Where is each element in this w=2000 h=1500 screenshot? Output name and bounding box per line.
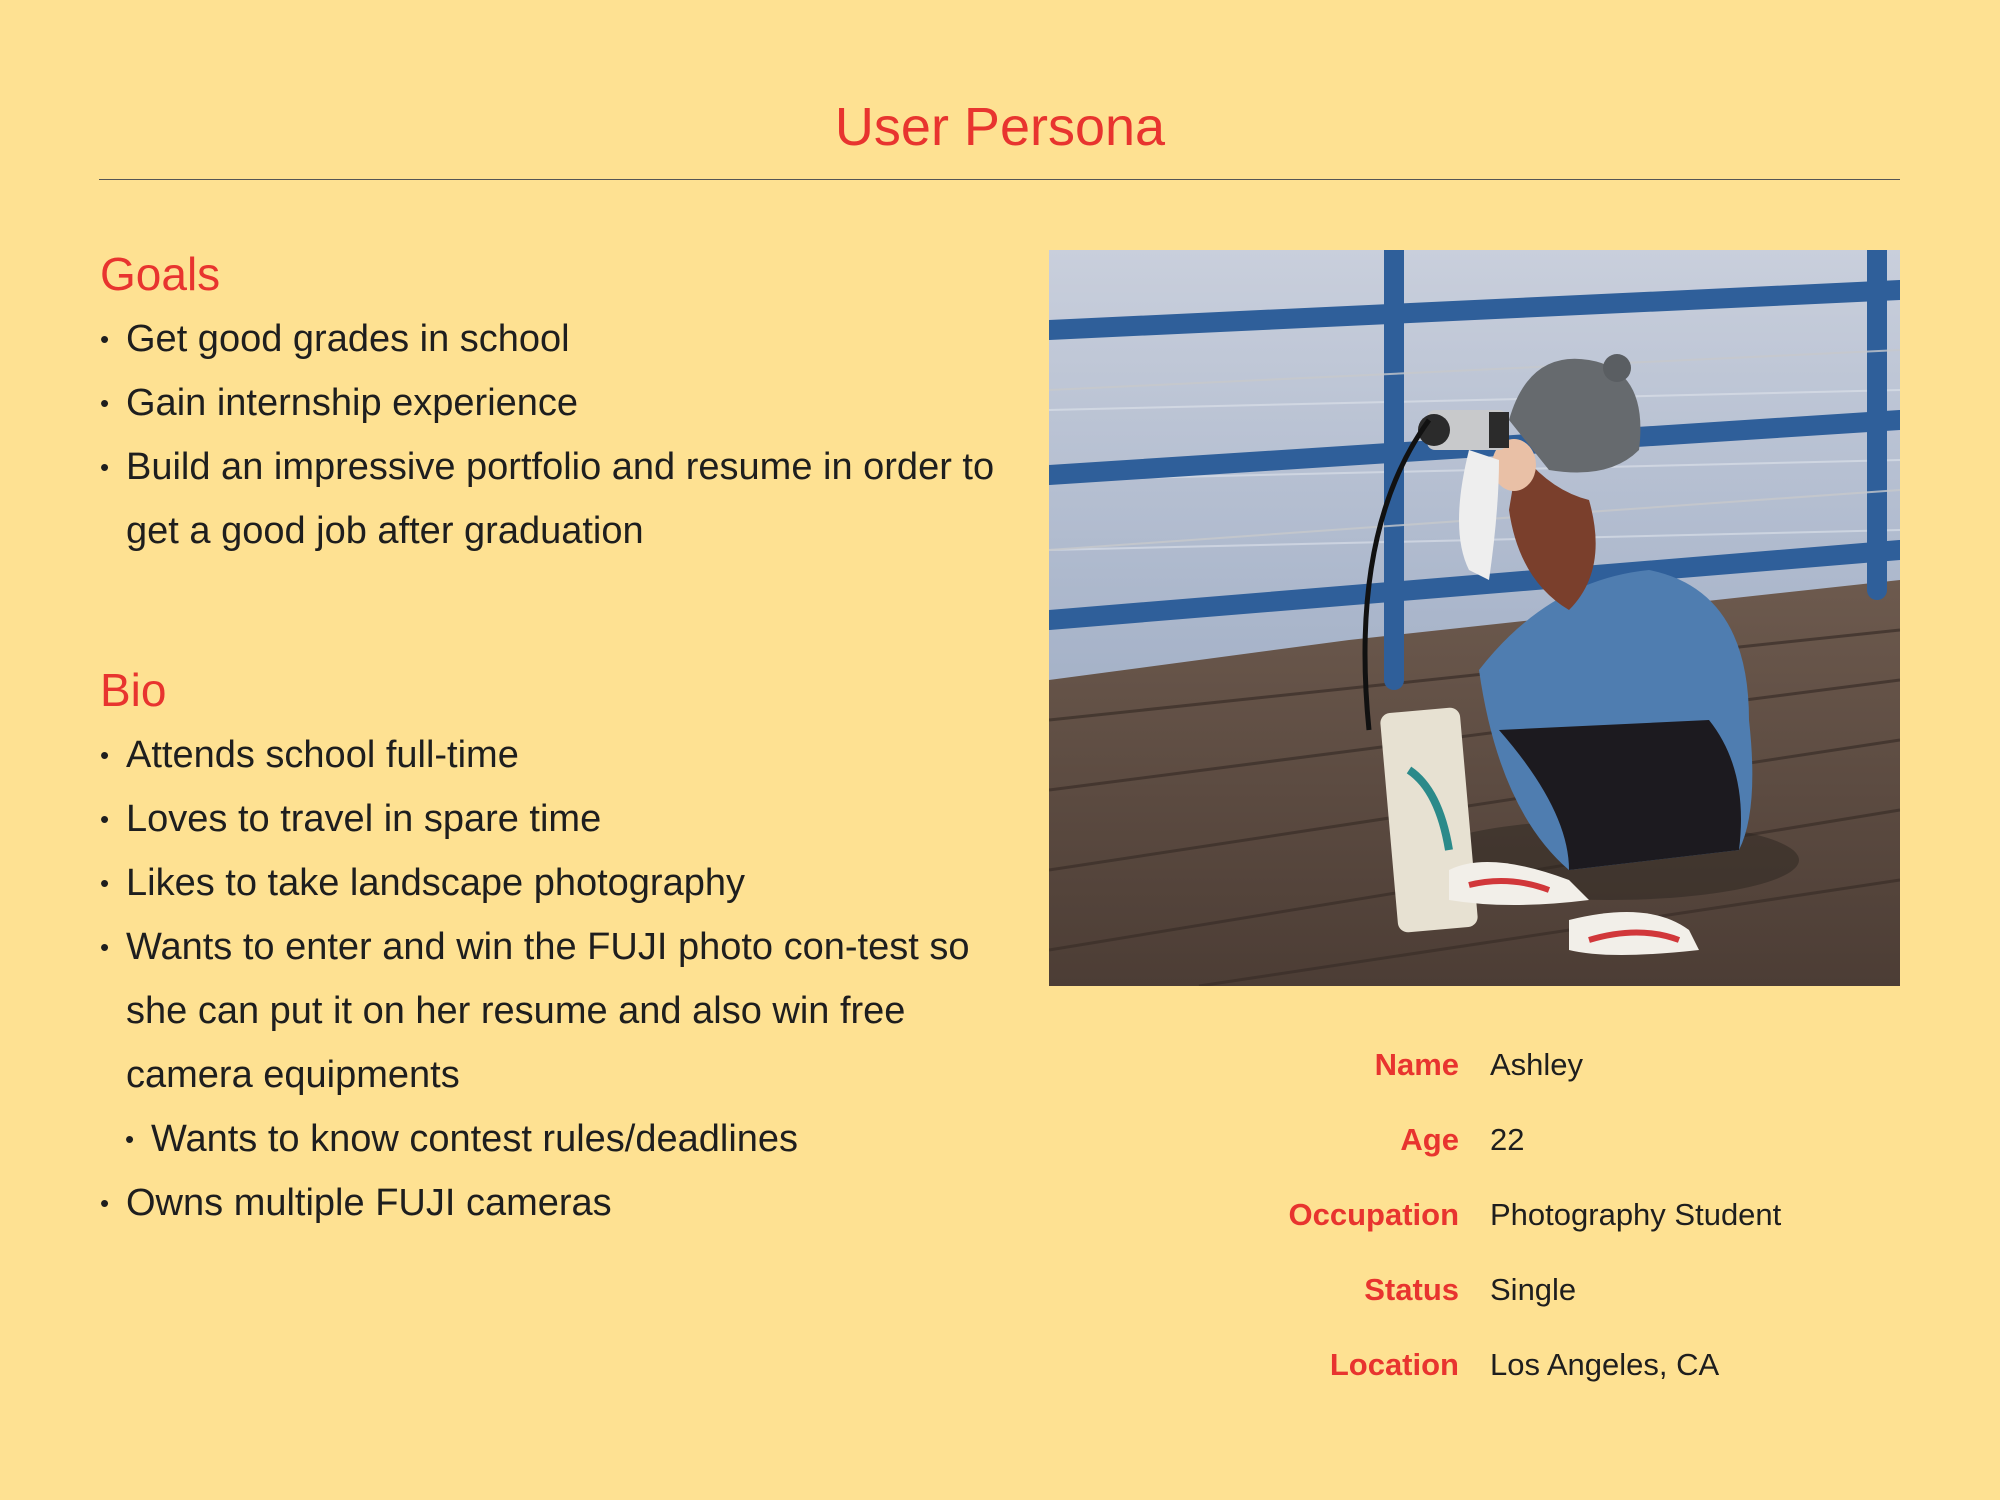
bio-list [100,723,980,1235]
page-title: User Persona [834,97,1166,157]
title-divider [99,179,1900,180]
info-label: Occupation [1288,1197,1459,1232]
bio-item: • Likes to take landscape photography [100,851,980,915]
goal-item: • Get good grades in school [100,307,980,371]
info-value: Ashley [1490,1047,1584,1082]
bio-heading: Bio [100,664,167,716]
persona-photo [1049,250,1900,986]
info-label: Location [1329,1347,1459,1382]
info-value: Los Angeles, CA [1490,1347,1720,1382]
bio-item: • Owns multiple FUJI cameras [100,1171,980,1235]
profile-info [1200,1040,1900,1415]
info-row-name [1200,1040,1900,1115]
info-row-occupation [1200,1190,1900,1265]
info-row-location [1200,1340,1900,1415]
goal-item: • Gain internship experience [100,371,980,435]
info-label: Name [1374,1047,1459,1082]
bio-item: • Attends school full-time [100,723,980,787]
info-label: Age [1400,1122,1459,1157]
goal-item: • Build an impressive portfolio and resume in order to get a good job after graduation [100,435,1000,563]
info-label: Status [1364,1272,1459,1307]
info-value: Photography Student [1490,1197,1782,1232]
info-value: 22 [1490,1122,1525,1157]
goals-list [100,307,995,563]
bio-item: • Wants to enter and win the FUJI photo con-test so she can put it on her resume and also win free camera equipments [100,915,980,1107]
photographer-photo-icon [1049,250,1900,986]
info-value: Single [1490,1272,1577,1307]
info-row-age [1200,1115,1900,1190]
info-row-status [1200,1265,1900,1340]
goals-heading: Goals [100,248,221,300]
bio-subitem: • Wants to know contest rules/deadlines [125,1107,980,1171]
bio-item: • Loves to travel in spare time [100,787,980,851]
